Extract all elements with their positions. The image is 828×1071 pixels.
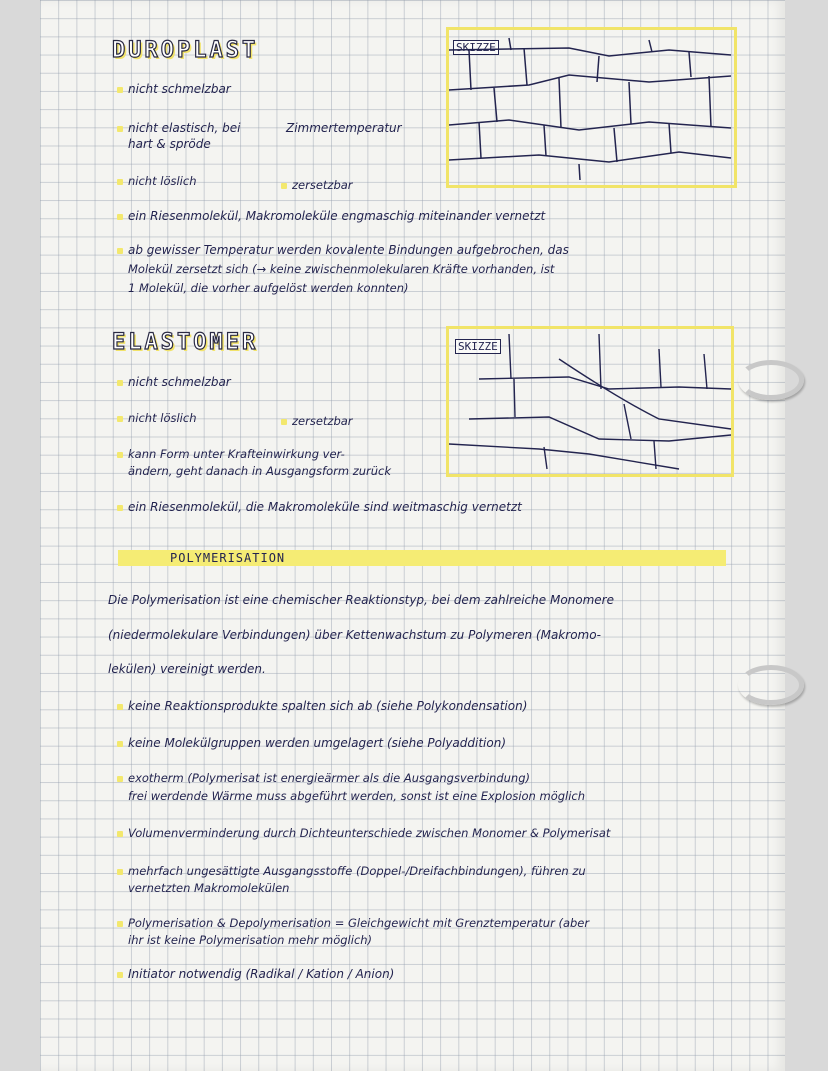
- sketch-label: SKIZZE: [453, 40, 499, 55]
- elastomer-heading: ELASTOMER: [112, 330, 259, 355]
- polymerisation-item: Volumenverminderung durch Dichteunterschiede zwischen Monomer & Polymerisat: [128, 826, 611, 840]
- polymerisation-intro: (niedermolekulare Verbindungen) über Kettenwachstum zu Polymeren (Makromo-: [108, 628, 601, 642]
- duroplast-item: nicht schmelzbar: [128, 82, 231, 96]
- elastomer-item: ein Riesenmolekül, die Makromoleküle sind weitmaschig vernetzt: [128, 500, 522, 514]
- elastomer-sketch: [446, 326, 734, 477]
- duroplast-item: zersetzbar: [292, 178, 353, 192]
- binder-ring-top: [738, 360, 804, 400]
- elastomer-item: kann Form unter Krafteinwirkung ver-: [128, 447, 345, 461]
- polymerisation-item: Polymerisation & Depolymerisation = Gleichgewicht mit Grenztemperatur (aber: [128, 916, 590, 930]
- duroplast-sketch: [446, 27, 737, 188]
- sketch-label: SKIZZE: [455, 339, 501, 354]
- polymerisation-item: mehrfach ungesättigte Ausgangsstoffe (Doppel-/Dreifachbindungen), führen zu: [128, 864, 586, 878]
- duroplast-item: nicht löslich: [128, 174, 197, 188]
- polymerisation-item: keine Molekülgruppen werden umgelagert (siehe Polyaddition): [128, 736, 507, 750]
- polymerisation-item: frei werdende Wärme muss abgeführt werden, sonst ist eine Explosion möglich: [128, 789, 586, 803]
- duroplast-item: 1 Molekül, die vorher aufgelöst werden konnten): [128, 281, 409, 295]
- polymerisation-item: keine Reaktionsprodukte spalten sich ab (siehe Polykondensation): [128, 699, 528, 713]
- duroplast-item: ab gewisser Temperatur werden kovalente Bindungen aufgebrochen, das: [128, 243, 569, 257]
- binder-ring-bottom: [738, 665, 804, 705]
- duroplast-item: ein Riesenmolekül, Makromoleküle engmaschig miteinander vernetzt: [128, 209, 546, 223]
- polymerisation-item: vernetzten Makromolekülen: [128, 881, 290, 895]
- polymerisation-item: exotherm (Polymerisat ist energieärmer als die Ausgangsverbindung): [128, 771, 531, 785]
- duroplast-item: Molekül zersetzt sich (→ keine zwischenmolekularen Kräfte vorhanden, ist: [128, 262, 555, 276]
- polymerisation-item: Initiator notwendig (Radikal / Kation / Anion): [128, 967, 395, 981]
- duroplast-item: nicht elastisch, bei: [128, 121, 241, 135]
- duroplast-item: hart & spröde: [128, 137, 211, 151]
- polymerisation-intro: Die Polymerisation ist eine chemischer Reaktionstyp, bei dem zahlreiche Monomere: [108, 593, 614, 607]
- elastomer-item: zersetzbar: [292, 414, 353, 428]
- elastomer-item: ändern, geht danach in Ausgangsform zurück: [128, 464, 392, 478]
- duroplast-heading: DUROPLAST: [112, 38, 259, 63]
- elastomer-network-drawing: [449, 329, 731, 474]
- polymerisation-heading: POLYMERISATION: [170, 551, 286, 565]
- notebook-page: [40, 0, 785, 1071]
- duroplast-item: Zimmertemperatur: [286, 121, 402, 135]
- duroplast-network-drawing: [449, 30, 734, 185]
- polymerisation-intro: lekülen) vereinigt werden.: [108, 662, 266, 676]
- elastomer-item: nicht schmelzbar: [128, 375, 231, 389]
- elastomer-item: nicht löslich: [128, 411, 197, 425]
- polymerisation-item: ihr ist keine Polymerisation mehr möglich): [128, 933, 373, 947]
